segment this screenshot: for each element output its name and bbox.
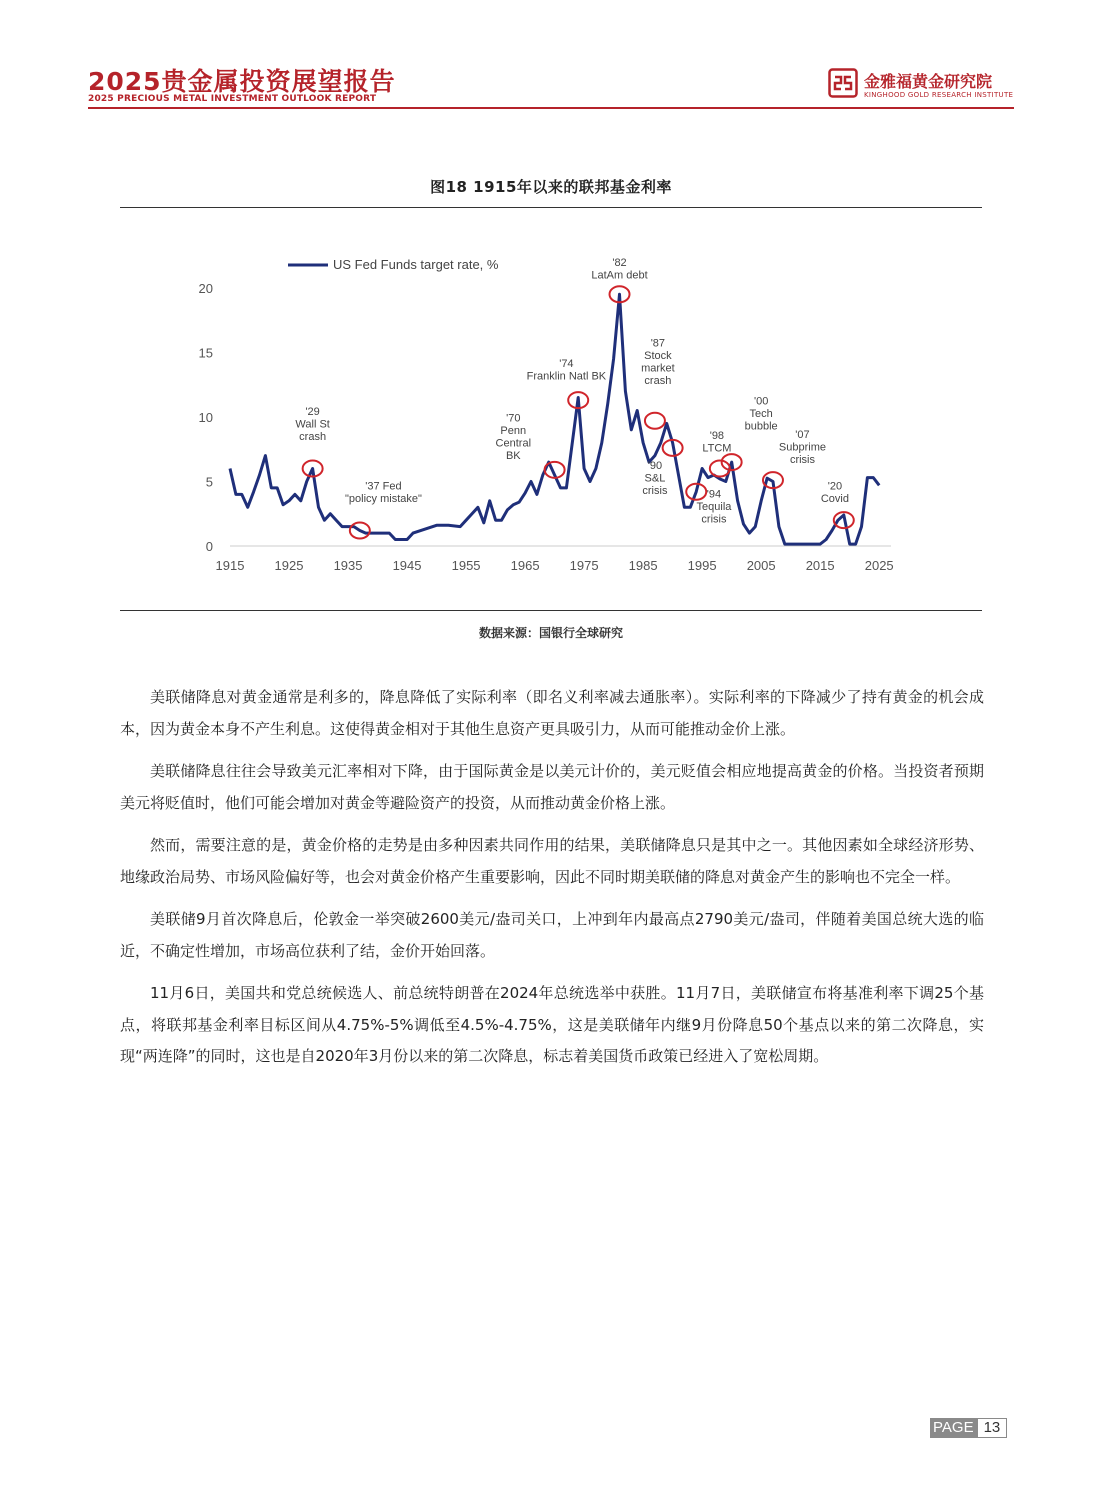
annotation-label: '70 <box>506 412 521 425</box>
y-tick-label: 15 <box>198 345 213 361</box>
paragraph: 美联储9月首次降息后，伦敦金一举突破2600美元/盎司关口，上冲到年内最高点2790美元/盎司，伴随着美国总统大选的临近，不确定性增加，市场高位获利了结，金价开始回落。 <box>120 910 984 960</box>
x-tick-label: 1995 <box>687 558 717 573</box>
paragraph: 11月6日，美国共和党总统候选人、前总统特朗普在2024年总统选举中获胜。11月7日，美联储宣布将基准利率下调25个基点，将联邦基金利率目标区间从4.75%-5%调低至4.5%-4.75%，这是美联储年内继9月份降息50个基点以来的第二次降息，实现“两连降”的同时，这也是自2020年3月份以来的第二次降息，标志着美国货币政策已经进入了宽松周期。 <box>120 984 984 1065</box>
report-header <box>88 62 1014 106</box>
body-text <box>120 682 984 1084</box>
x-tick-label: 2005 <box>746 558 776 573</box>
legend-label: US Fed Funds target rate, % <box>333 257 499 272</box>
paragraph: 然而，需要注意的是，黄金价格的走势是由多种因素共同作用的结果，美联储降息只是其中之一。其他因素如全球经济形势、地缘政治局势、市场风险偏好等，也会对黄金价格产生重要影响，因此不同时期美联储的降息对黄金产生的影响也不完全一样。 <box>120 836 984 886</box>
fed-funds-chart <box>178 237 910 587</box>
x-tick-label: 1975 <box>569 558 599 573</box>
brand-english-name: KINGHOOD GOLD RESEARCH INSTITUTE <box>864 91 1014 99</box>
annotation-label: Wall St <box>295 418 330 431</box>
x-tick-label: 1915 <box>215 558 245 573</box>
annotation-label: Penn <box>500 425 527 438</box>
annotation-label: Subprime <box>778 441 827 454</box>
annotation-label: Tequila <box>696 500 732 513</box>
y-tick-label: 5 <box>205 474 213 490</box>
annotation-label: '20 <box>827 480 843 493</box>
kinghood-logo-icon <box>828 68 858 98</box>
y-tick-label: 10 <box>198 409 213 425</box>
annotation-label: '87 <box>650 337 666 350</box>
annotation-label: '82 <box>612 257 627 270</box>
x-tick-label: 1985 <box>628 558 658 573</box>
brand-name: 金雅福黄金研究院 <box>864 72 993 91</box>
annotation-label: crisis <box>642 485 668 498</box>
figure-title: 图18 1915年以来的联邦基金利率 <box>430 178 672 196</box>
x-tick-label: 1925 <box>274 558 304 573</box>
annotation-label: '00 <box>753 395 769 408</box>
figure-rule-bottom <box>120 610 982 611</box>
annotation-label: Covid <box>820 493 849 506</box>
x-tick-label: 1945 <box>392 558 422 573</box>
annotation-label: Franklin Natl BK <box>526 370 607 383</box>
brand <box>828 68 1014 102</box>
annotation-label: bubble <box>744 420 778 433</box>
annotation-label: '98 <box>709 430 725 443</box>
paragraph: 美联储降息对黄金通常是利多的，降息降低了实际利率（即名义利率减去通胀率）。实际利率的下降减少了持有黄金的机会成本，因为黄金本身不产生利息。这使得黄金相对于其他生息资产更具吸引力，从而可能推动金价上涨。 <box>120 688 984 738</box>
annotation-label: LTCM <box>702 442 732 455</box>
annotation-label: "policy mistake" <box>345 493 422 506</box>
figure-source: 数据来源：国银行全球研究 <box>478 626 623 640</box>
chart-background <box>178 237 910 587</box>
x-tick-label: 1935 <box>333 558 363 573</box>
x-tick-label: 1955 <box>451 558 481 573</box>
annotation-label: '37 Fed <box>365 480 402 493</box>
report-title: 2025贵金属投资展望报告 <box>88 67 396 96</box>
annotation-label: '94 <box>706 488 722 501</box>
page-value: 13 <box>977 1418 1008 1438</box>
annotation-label: crisis <box>701 513 727 526</box>
y-tick-label: 20 <box>198 280 213 296</box>
x-tick-label: 2025 <box>864 558 894 573</box>
y-tick-label: 0 <box>205 539 213 554</box>
x-tick-label: 2015 <box>805 558 835 573</box>
annotation-label: crash <box>644 375 672 388</box>
annotation-label: Central <box>495 437 532 450</box>
annotation-label: Tech <box>749 408 773 421</box>
annotation-label: crisis <box>789 454 816 467</box>
figure-rule-top <box>120 207 982 208</box>
annotation-label: Stock <box>644 350 672 363</box>
report-subtitle: 2025 PRECIOUS METAL INVESTMENT OUTLOOK REPORT <box>88 94 377 104</box>
annotation-label: BK <box>505 450 521 463</box>
annotation-label: market <box>641 362 675 375</box>
annotation-label: '07 <box>795 429 810 442</box>
header-divider <box>88 107 1014 109</box>
chart-svg <box>178 237 910 587</box>
annotation-label: '29 <box>305 405 320 418</box>
annotation-label: '74 <box>559 357 574 370</box>
annotation-label: crash <box>299 430 327 443</box>
x-tick-label: 1965 <box>510 558 540 573</box>
page-number <box>930 1418 1007 1438</box>
page-label: PAGE <box>930 1418 977 1438</box>
annotation-label: '90 <box>647 460 663 473</box>
paragraph: 美联储降息往往会导致美元汇率相对下降，由于国际黄金是以美元计价的，美元贬值会相应地提高黄金的价格。当投资者预期美元将贬值时，他们可能会增加对黄金等避险资产的投资，从而推动黄金价格上涨。 <box>120 762 984 812</box>
annotation-label: LatAm debt <box>591 269 648 282</box>
annotation-label: S&L <box>644 472 666 485</box>
